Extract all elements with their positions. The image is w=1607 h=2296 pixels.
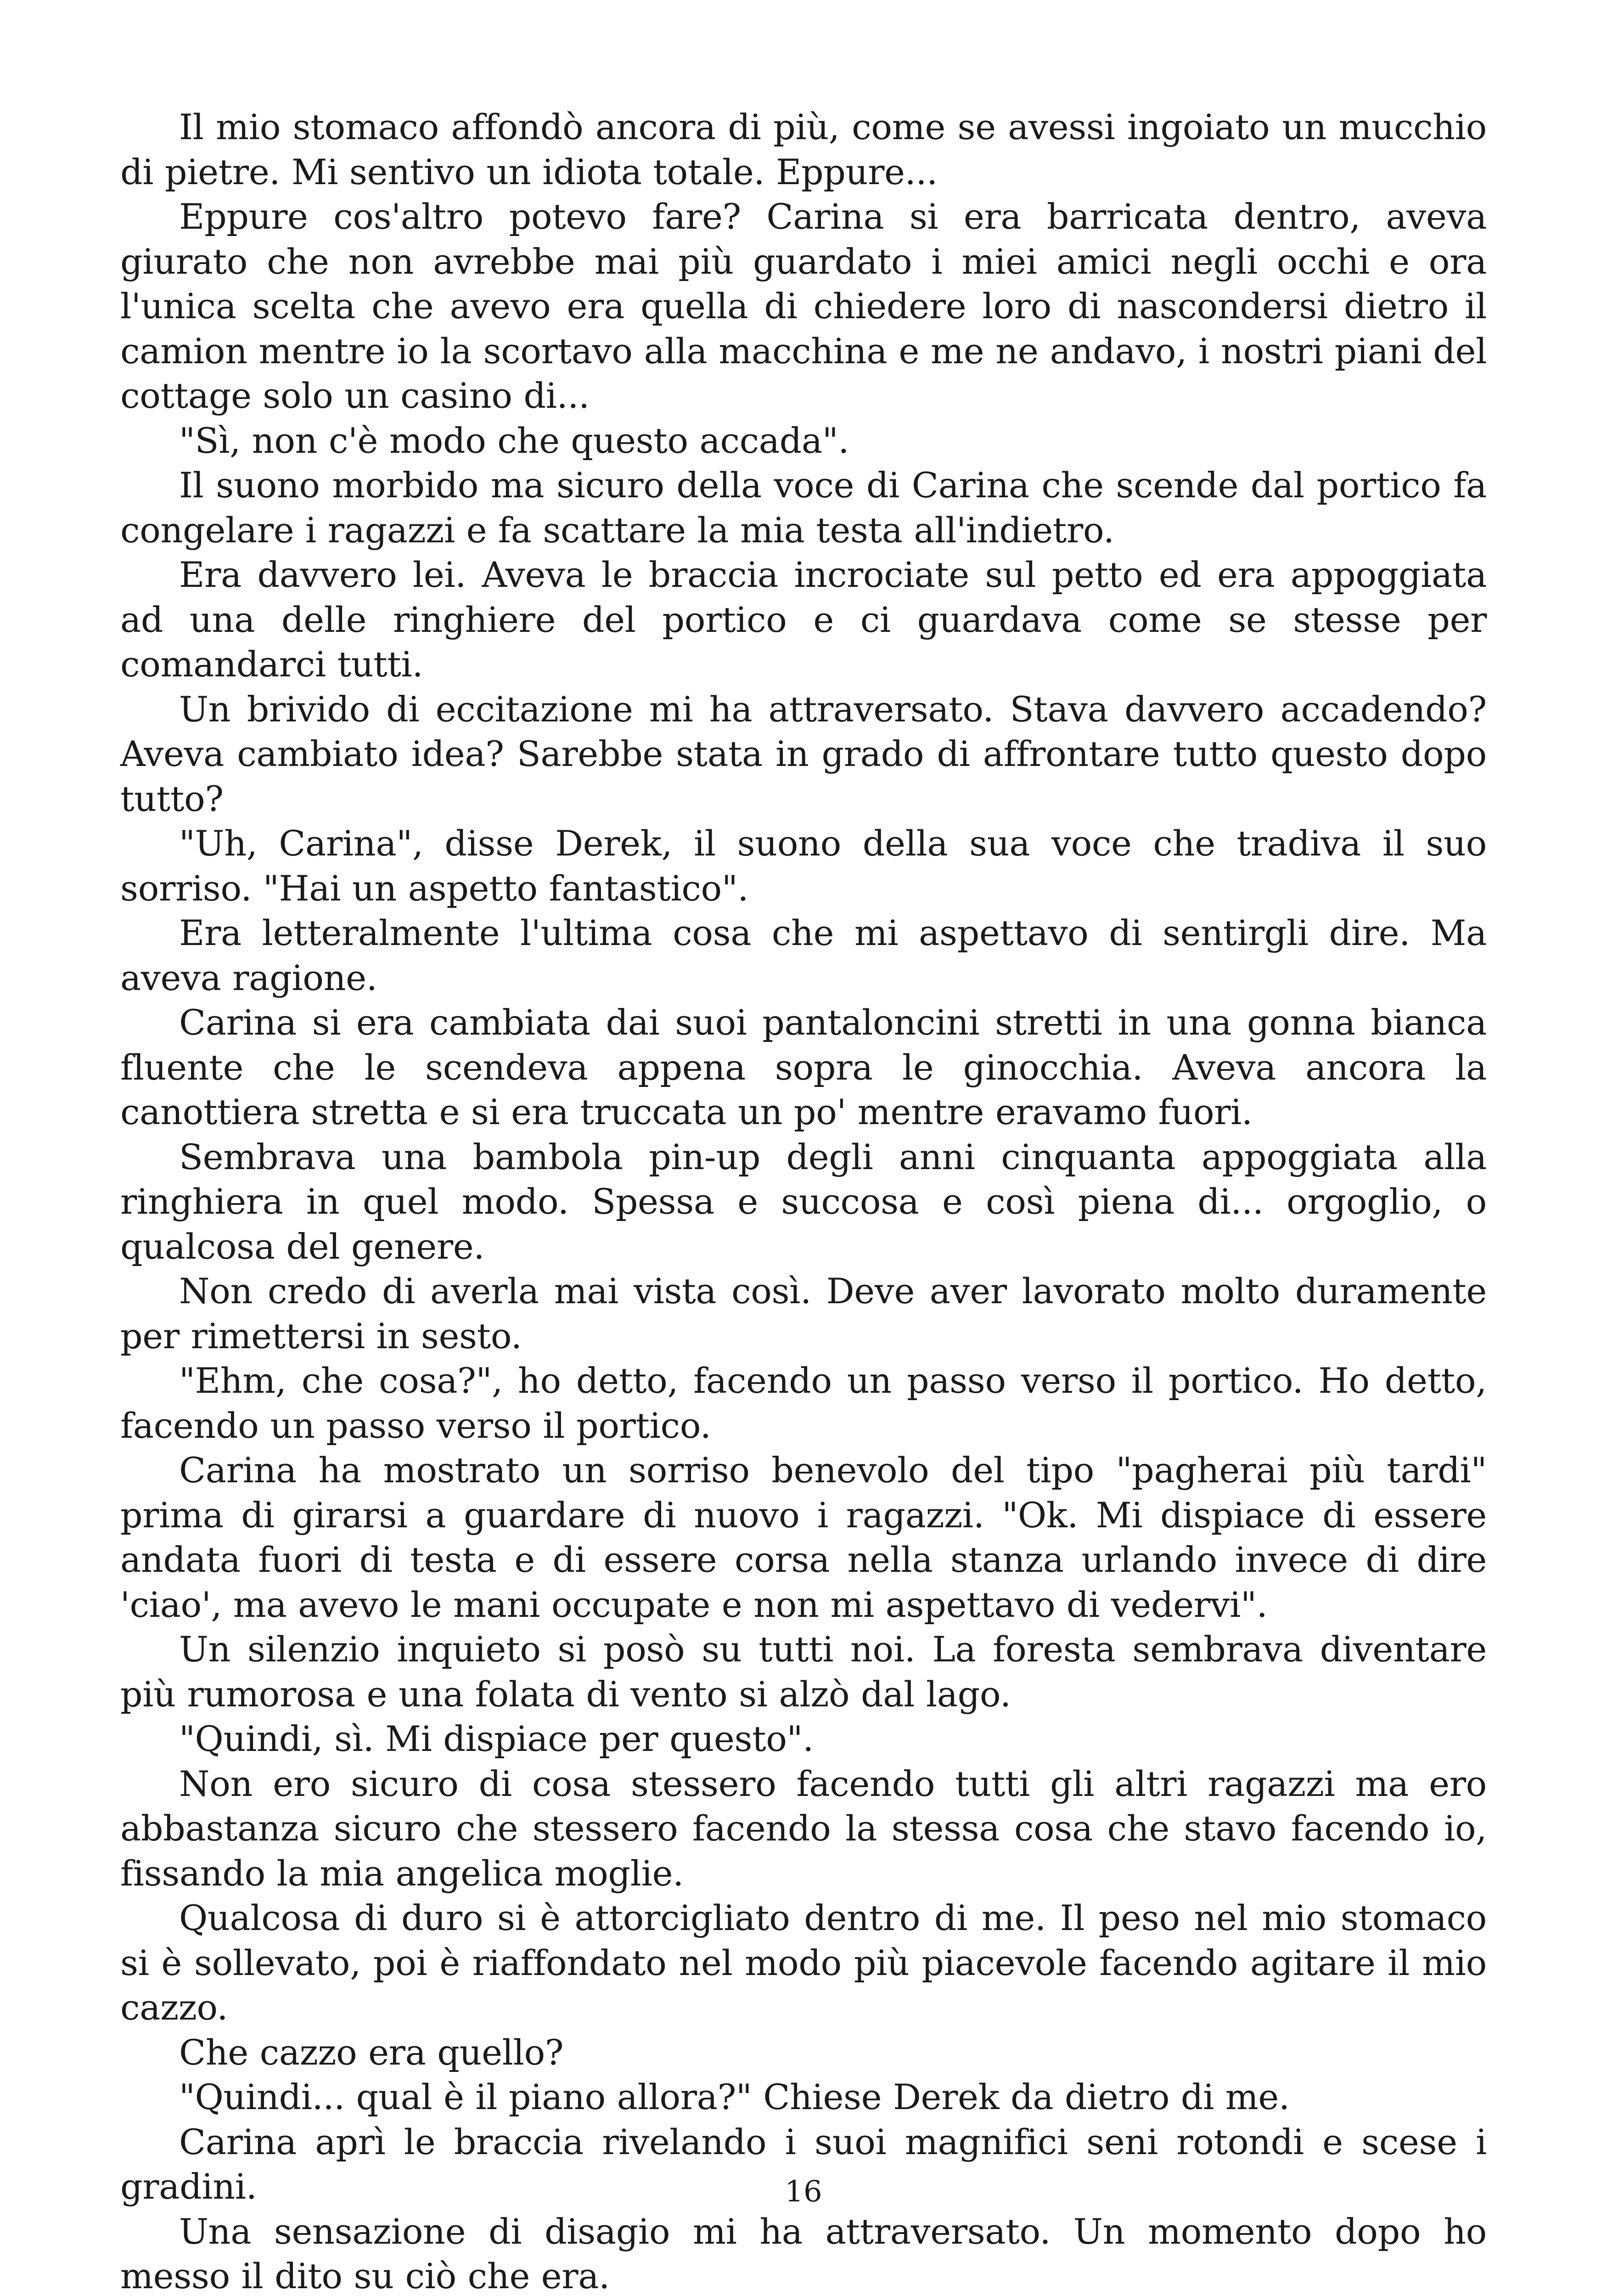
paragraph: Carina ha mostrato un sorriso benevolo del tipo "pagherai più tardi" prima di girarsi a guardare di nuovo i ragazzi. "Ok. Mi dispiace di essere andata fuori di testa e di essere corsa nella stanza urlando invece di dire 'ciao', ma avevo le mani occupate e non mi aspettavo di vedervi". <box>120 1448 1487 1627</box>
paragraph: Che cazzo era quello? <box>120 2030 1487 2075</box>
paragraph: Il mio stomaco affondò ancora di più, come se avessi ingoiato un mucchio di pietre. Mi sentivo un idiota totale. Eppure... <box>120 105 1487 194</box>
paragraph: Sembrava una bambola pin-up degli anni cinquanta appoggiata alla ringhiera in quel modo. Spessa e succosa e così piena di... orgoglio, o qualcosa del genere. <box>120 1135 1487 1269</box>
paragraph: Un silenzio inquieto si posò su tutti noi. La foresta sembrava diventare più rumorosa e una folata di vento si alzò dal lago. <box>120 1627 1487 1716</box>
paragraph: Non ero sicuro di cosa stessero facendo tutti gli altri ragazzi ma ero abbastanza sicuro che stessero facendo la stessa cosa che stavo facendo io, fissando la mia angelica moglie. <box>120 1761 1487 1896</box>
paragraph: Qualcosa di duro si è attorcigliato dentro di me. Il peso nel mio stomaco si è sollevato, poi è riaffondato nel modo più piacevole facendo agitare il mio cazzo. <box>120 1896 1487 2030</box>
paragraph: Il suono morbido ma sicuro della voce di Carina che scende dal portico fa congelare i ragazzi e fa scattare la mia testa all'indietro. <box>120 463 1487 552</box>
paragraph: Eppure cos'altro potevo fare? Carina si era barricata dentro, aveva giurato che non avrebbe mai più guardato i miei amici negli occhi e ora l'unica scelta che avevo era quella di chiedere loro di nascondersi dietro il camion mentre io la scortavo alla macchina e me ne andavo, i nostri piani del cottage solo un casino di... <box>120 194 1487 418</box>
page-number: 16 <box>0 2171 1607 2212</box>
paragraph: "Uh, Carina", disse Derek, il suono della sua voce che tradiva il suo sorriso. "Hai un aspetto fantastico". <box>120 821 1487 911</box>
paragraph: "Quindi, sì. Mi dispiace per questo". <box>120 1716 1487 1761</box>
paragraph: Non credo di averla mai vista così. Deve aver lavorato molto duramente per rimettersi in sesto. <box>120 1269 1487 1358</box>
page-body <box>120 105 1487 2296</box>
paragraph: "Sì, non c'è modo che questo accada". <box>120 418 1487 463</box>
paragraph: Un brivido di eccitazione mi ha attraversato. Stava davvero accadendo? Aveva cambiato idea? Sarebbe stata in grado di affrontare tutto questo dopo tutto? <box>120 687 1487 822</box>
paragraph: "Ehm, che cosa?", ho detto, facendo un passo verso il portico. Ho detto, facendo un passo verso il portico. <box>120 1358 1487 1448</box>
paragraph: "Quindi... qual è il piano allora?" Chiese Derek da dietro di me. <box>120 2075 1487 2120</box>
paragraph: Una sensazione di disagio mi ha attraversato. Un momento dopo ho messo il dito su ciò che era. <box>120 2209 1487 2296</box>
paragraph: Carina si era cambiata dai suoi pantaloncini stretti in una gonna bianca fluente che le scendeva appena sopra le ginocchia. Aveva ancora la canottiera stretta e si era truccata un po' mentre eravamo fuori. <box>120 1000 1487 1135</box>
paragraph: Era davvero lei. Aveva le braccia incrociate sul petto ed era appoggiata ad una delle ringhiere del portico e ci guardava come se stesse per comandarci tutti. <box>120 552 1487 687</box>
paragraph: Era letteralmente l'ultima cosa che mi aspettavo di sentirgli dire. Ma aveva ragione. <box>120 911 1487 1000</box>
paragraph: Carina aprì le braccia rivelando i suoi magnifici seni rotondi e scese i gradini. <box>120 2120 1487 2209</box>
